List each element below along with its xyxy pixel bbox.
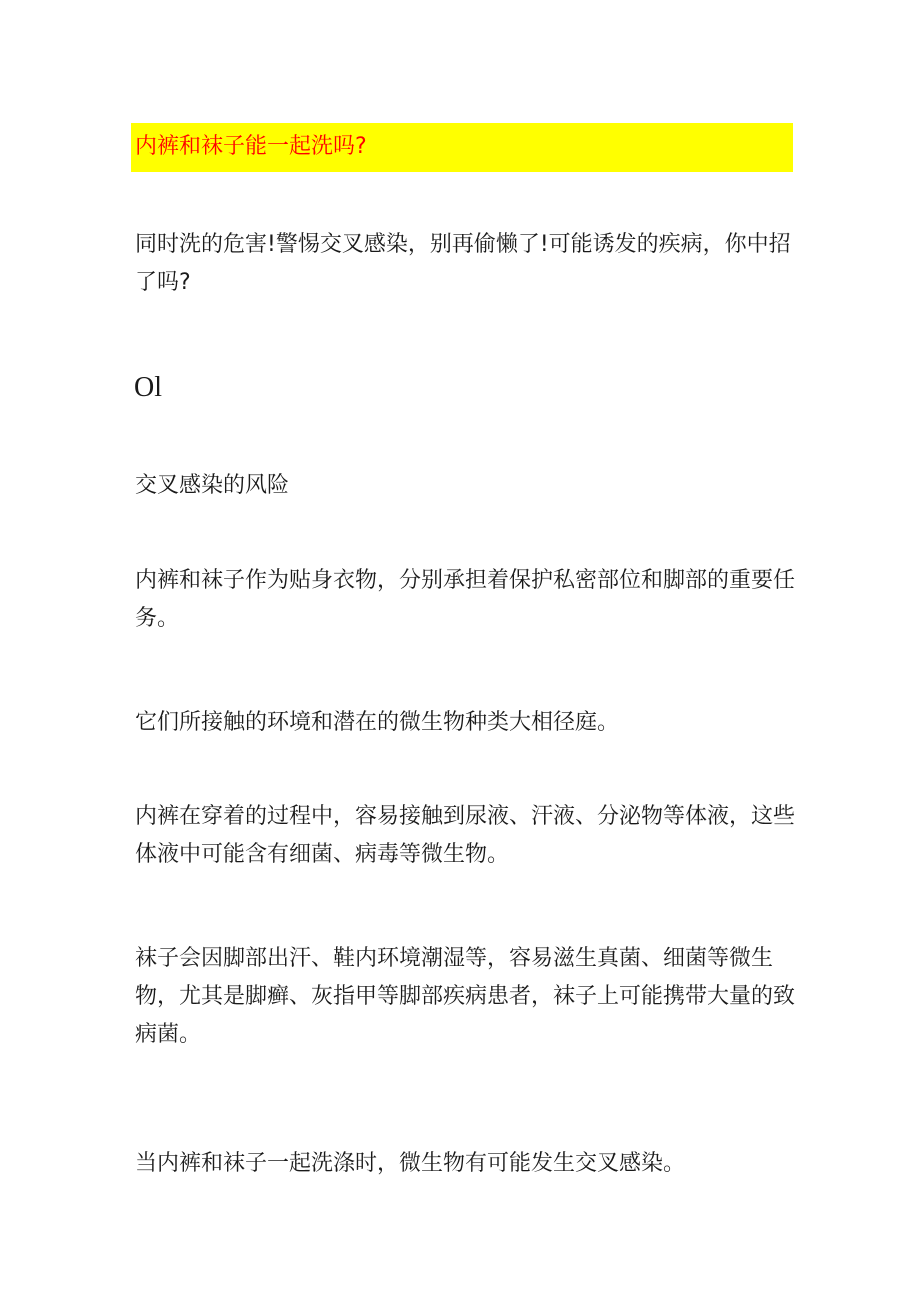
section-heading: 交叉感染的风险 <box>135 473 290 498</box>
title-highlight-bar <box>131 123 793 172</box>
body-paragraph: 内裤和袜子作为贴身衣物，分别承担着保护私密部位和脚部的重要任务。 <box>135 568 796 631</box>
section-number: Ol <box>134 372 162 403</box>
body-paragraph: 内裤在穿着的过程中，容易接触到尿液、汗液、分泌物等体液，这些体液中可能含有细菌、病毒等微生物。 <box>135 804 796 867</box>
intro-paragraph: 同时洗的危害!警惕交叉感染，别再偷懒了!可能诱发的疾病，你中招了吗? <box>135 232 791 295</box>
body-paragraph: 当内裤和袜子一起洗涤时，微生物有可能发生交叉感染。 <box>135 1151 686 1176</box>
page-title: 内裤和袜子能一起洗吗? <box>135 134 367 159</box>
body-paragraph: 它们所接触的环境和潜在的微生物种类大相径庭。 <box>135 710 620 735</box>
body-paragraph: 袜子会因脚部出汗、鞋内环境潮湿等，容易滋生真菌、细菌等微生物，尤其是脚癣、灰指甲等脚部疾病患者，袜子上可能携带大量的致病菌。 <box>135 946 796 1047</box>
